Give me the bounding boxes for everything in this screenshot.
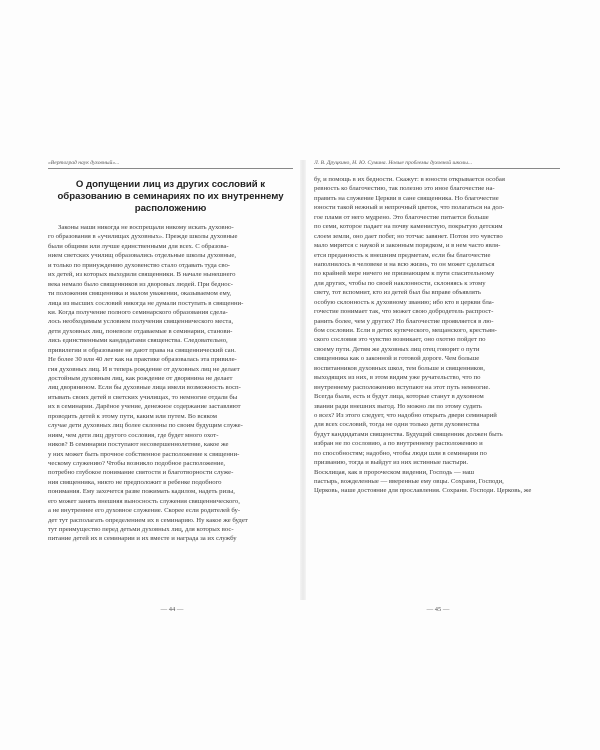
text-line: у них может быть прочное собственное расположение к священни- xyxy=(48,450,240,458)
text-line: пастырь, вожделенные — вверенные ему овцы. Сохрани, Господи, xyxy=(314,478,504,485)
text-line: тут преимущество перед детьми духовных лиц, для которых вос- xyxy=(48,526,234,533)
text-line: были общими или лучше единственными для всех. С образова- xyxy=(48,242,229,250)
section-heading: О допущении лиц из других сословий к образованию в семинариях по их внутреннему расположению xyxy=(57,179,284,214)
text-line: для других, чтобы по своей наклонности, склоняясь к этому xyxy=(314,279,486,287)
text-line: Всегда были, есть и будут лица, которые станут в духовном xyxy=(314,393,484,401)
text-line: бу, и помощь в их бедности. Скажут: в юности открывается особая xyxy=(314,176,505,183)
text-line: понимания. Ему захочется разве пожимать кадилом, надеть ризы, xyxy=(48,488,235,496)
text-line: лось необходимым условием получения священнического места, xyxy=(48,318,234,326)
text-line: править на служение Церкви в сане священника. Но благочестие xyxy=(314,194,499,202)
text-line: бом сословии. Если в детях купеческого, мещанского, крестьян- xyxy=(314,327,497,334)
text-line: ти положения священника и малом уважении, оказываемом ему, xyxy=(48,290,232,298)
text-line: лись единственными кандидатами священства. Следовательно, xyxy=(48,337,228,345)
text-line: итывать своих детей в светских училищах, то немногие отдали бы xyxy=(48,393,238,401)
text-line: свету, тот вспомнит, кто из детей был бы вправе объявлять xyxy=(314,289,481,297)
text-line: Законы наши никогда не воспрещали никому искать духовно- xyxy=(58,224,234,231)
text-line: воспитанников духовных школ, тем больше и священников, xyxy=(314,364,485,372)
text-line: века немало было священников из дворовых людей. При беднос- xyxy=(48,280,233,288)
text-line: лиц дворянином. Если бы духовные лица имели возможность восп- xyxy=(48,384,241,392)
text-line: избран не по сословию, а по внутреннему расположению и xyxy=(314,440,483,448)
text-line: их детей, из которых выходили священники. В начале нынешнего xyxy=(48,271,236,279)
book-gutter xyxy=(300,160,306,600)
right-page-number: — 45 — xyxy=(426,606,450,613)
text-line: дети духовных лиц, поневоле отдаваемые в семинарии, станови- xyxy=(48,327,233,335)
text-line: для всех сословий, тогда не одни только дети духовенства xyxy=(314,421,480,429)
left-page xyxy=(48,160,293,600)
left-page-body xyxy=(48,223,293,544)
left-running-head: «Вертоград наук духовный»... xyxy=(48,160,293,169)
text-line: внутреннему расположению вступают на этот путь немногие. xyxy=(314,383,491,391)
text-line: проводить детей к этому пути, каким или путем. Во всяком xyxy=(48,412,217,420)
text-line: случае дети духовных лиц более склонны по своим будущим служе- xyxy=(48,422,243,430)
text-line: нием светских училищ образовались отдельные школы духовные, xyxy=(48,252,237,260)
text-line: по способностям; надобно, чтобы люди шли в семинарии по xyxy=(314,449,487,457)
text-line: лица из высших сословий никогда не думали поступать в священни- xyxy=(48,299,244,307)
text-line: Церковь, наше достояние для прославления. Сохрани. Господи. Церковь, же xyxy=(314,487,532,495)
right-page-body xyxy=(314,175,560,496)
text-line: ки. Когда получение полного семинарского образования сдела- xyxy=(48,308,228,316)
text-line: своему пути. Детям же духовных лиц отец говорит о пути xyxy=(314,345,480,353)
text-line: мало мирится с наукой и законным порядком, и в нем часто явля- xyxy=(314,242,501,250)
text-line: ревность ко благочестию, так полезно это иное благочестие на- xyxy=(314,185,495,193)
text-line: по семи, которое падает на почву каменистую, покрытую детским xyxy=(314,223,503,231)
text-line: дет тут располагать определением их в семинарию. Ну какое же будет xyxy=(48,516,248,524)
text-line: по крайней мере ничего не признающим к пути спасительному xyxy=(314,270,495,278)
text-line: питание детей их в семинарии и их вместе и награда за их службу xyxy=(48,535,237,543)
text-line: гия духовных лиц. И в теперь рождение от духовных лиц не делает xyxy=(48,365,240,373)
text-line: звании ради внешних выгод. Но можно ли по этому судить xyxy=(314,402,482,410)
text-line: достойным духовным лиц, как рождение от дворянина не делает xyxy=(48,375,233,382)
text-line: призванию, тогда и выйдут из них истинные пастыри. xyxy=(314,459,469,467)
text-line: ниям, чем дети лиц другого сословия, где будет много охот- xyxy=(48,431,219,439)
left-page-number: — 44 — xyxy=(160,606,184,613)
text-line: будут кандидатами священства. Будущий священник должен быть xyxy=(314,430,503,438)
text-line: ранить более, чем у других? Но благочестие проявляется в лю- xyxy=(314,317,494,325)
text-line: о всех? Из этого следует, что надобно открыть двери семинарий xyxy=(314,411,497,419)
text-line: а не внутреннее его духовное служение. Скорее если родителей бу- xyxy=(48,507,241,515)
text-line: Не более 30 или 40 лет как на практике образовалась эта привиле- xyxy=(48,356,237,364)
text-line: ческому служению? Чтобы возникло подобное расположение, xyxy=(48,459,226,467)
text-line: гое пламя от него мудрено. Это благочестие питается больше xyxy=(314,213,489,221)
text-line: священника как о законной и готовой дороге. Чем больше xyxy=(314,355,480,363)
text-line: Восклицая, как в пророческом видении, Господь — наш xyxy=(314,468,475,476)
text-line: юности такой нежный и непрочный цветок, что полагаться на дол- xyxy=(314,204,505,212)
text-line: их в семинарии. Дарёное учение, денежное содержание заставляют xyxy=(48,403,241,411)
text-line: ния священника, никто не предположит в ребенке подобного xyxy=(48,478,222,486)
text-line: его может занять внешняя выносность служения священнического, xyxy=(48,497,240,505)
text-line: привилегии и образование не дают права на священнический сан. xyxy=(48,346,236,354)
text-line: ников? В семинарии поступают несовершеннолетние, какое же xyxy=(48,441,229,449)
text-line: ется преданность к внешним предметам, если бы благочестие xyxy=(314,251,491,259)
text-line: потребно глубокое понимание святости и благотворности служе- xyxy=(48,469,234,477)
right-page xyxy=(314,160,560,600)
text-line: слоем земли, оно дает побег, но тотчас завянет. Потом это чувство xyxy=(314,232,503,240)
text-line: ского сословия это чувство возникает, оно охотно пойдет по xyxy=(314,336,486,344)
text-line: го образования в «училищах духовных». Прежде школы духовные xyxy=(48,233,238,241)
text-line: наполнилось в человеке и на всю жизнь, то он может сделаться xyxy=(314,260,495,268)
text-line: выходящих из них, в этом видим уже ручательство, что по xyxy=(314,374,481,382)
text-line: и только по принуждению духовенство стало отдавать туда сво- xyxy=(48,261,231,269)
text-line: гочестие понимает так, что может свою добродетель распрост- xyxy=(314,308,494,316)
right-running-head: Л. В. Друцкино, Н. Ю. Сумина. Новые проблемы духовной школы... xyxy=(314,160,560,169)
text-line: особую склонность к духовному званию; ибо кто в церкви бла- xyxy=(314,298,494,306)
